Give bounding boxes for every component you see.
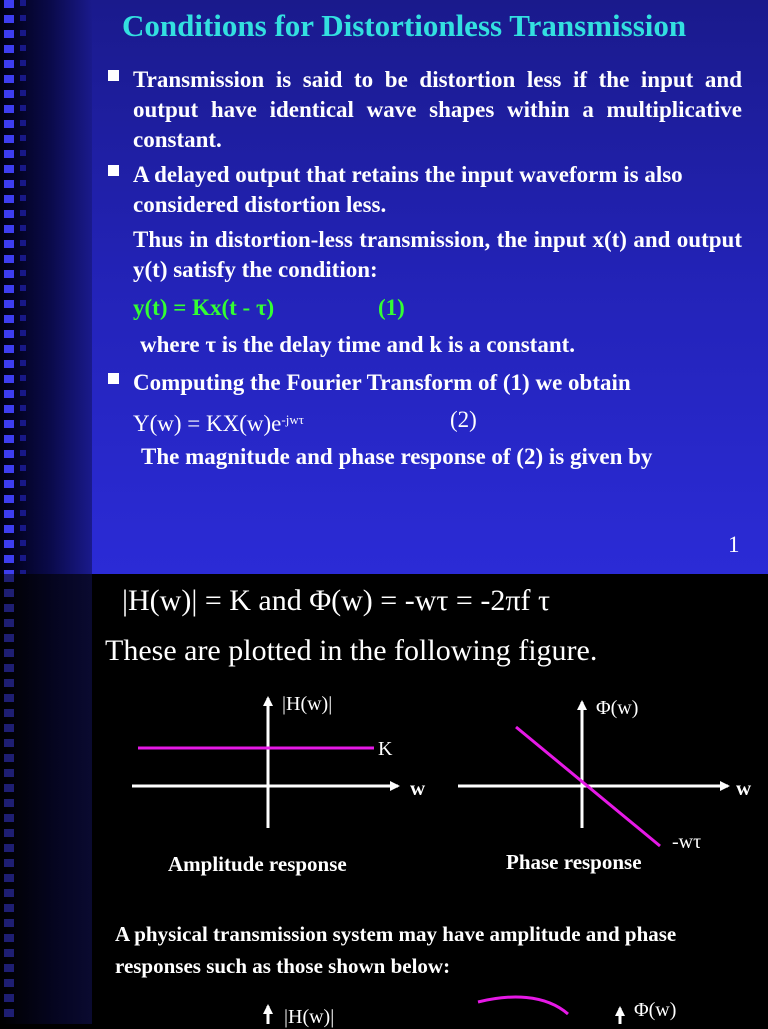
bullet-3-text: Computing the Fourier Transform of (1) we obtain bbox=[133, 370, 631, 395]
bottom-amp-axis-label: |H(w)| bbox=[284, 1006, 335, 1028]
phase-x-label: w bbox=[736, 776, 752, 800]
physical-system-text: A physical transmission system may have amplitude and phase responses such as those shown below: bbox=[115, 922, 677, 978]
bottom-phase-curve bbox=[478, 997, 568, 1014]
bottom-phase-axis-label: Φ(w) bbox=[634, 999, 677, 1021]
amp-axis-label: |H(w)| bbox=[282, 693, 333, 715]
bullet-icon bbox=[108, 165, 119, 176]
response-equation: |H(w)| = K and Φ(w) = -wτ = -2πf τ bbox=[122, 584, 551, 617]
figure-intro: These are plotted in the following figure. bbox=[105, 634, 598, 667]
filmstrip-decoration bbox=[0, 0, 92, 574]
equation-1: y(t) = Kx(t - τ) bbox=[133, 295, 275, 320]
bullet-icon bbox=[108, 70, 119, 81]
bullet-1-text: Transmission is said to be distortion less if the input and output have identical wave shapes within a multiplicative constant. bbox=[133, 67, 742, 152]
equation-2-exponent: -jwτ bbox=[281, 412, 304, 427]
equation-2-number: (2) bbox=[450, 407, 477, 432]
amp-caption: Amplitude response bbox=[168, 852, 347, 876]
paragraph-condition: Thus in distortion-less transmission, the input x(t) and output y(t) satisfy the condition: bbox=[133, 227, 742, 282]
phase-slope-label: -wτ bbox=[672, 831, 702, 853]
phase-caption: Phase response bbox=[506, 850, 642, 874]
equation-2-main: Y(w) = KX(w)e bbox=[133, 411, 282, 436]
amp-level-label: K bbox=[378, 738, 393, 760]
amp-x-label: w bbox=[410, 776, 426, 800]
page-number: 1 bbox=[728, 532, 740, 557]
where-text: where τ is the delay time and k is a constant. bbox=[140, 332, 576, 357]
phase-axis-label: Φ(w) bbox=[596, 697, 639, 719]
equation-2 bbox=[133, 405, 304, 439]
slide-title: Conditions for Distortionless Transmission bbox=[122, 8, 687, 43]
bullet-icon bbox=[108, 373, 119, 384]
slide-2 bbox=[0, 574, 768, 1028]
paragraph-magnitude-phase: The magnitude and phase response of (2) is given by bbox=[141, 444, 653, 469]
equation-1-number: (1) bbox=[378, 295, 405, 320]
bullet-2-text: A delayed output that retains the input waveform is also considered distortion less. bbox=[133, 162, 683, 217]
